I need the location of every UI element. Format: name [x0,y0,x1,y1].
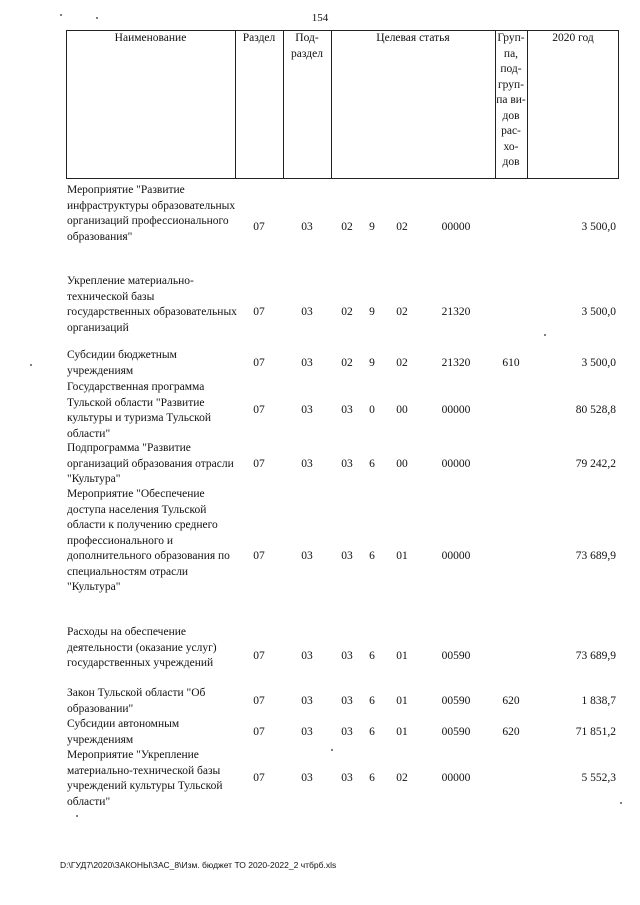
row-t2-cell: 6 [369,772,375,784]
row-name: Подпрограмма "Развитие организаций образования отрасли "Культура" [67,442,234,485]
row-name: Укрепление материально-технической базы государственных образовательных организаций [67,275,237,334]
row-section-cell: 07 [253,695,265,707]
row-section-cell: 07 [253,306,265,318]
row-t2-cell: 6 [369,695,375,707]
row-group-cell: 620 [502,695,520,707]
row-t1-cell: 03 [341,772,353,784]
row-section-cell: 07 [253,404,265,416]
row-t1-cell: 03 [341,650,353,662]
row-t3-cell: 01 [396,550,408,562]
page-number: 154 [311,12,329,24]
row-t4-cell: 00000 [441,772,471,784]
scan-speck [30,364,32,366]
row-t1-cell: 03 [341,404,353,416]
row-t2-cell: 6 [369,726,375,738]
row-name: Закон Тульской области "Об образовании" [67,687,206,715]
row-subsection-cell: 03 [301,357,313,369]
row-t4-cell: 00590 [441,695,471,707]
row-section-cell: 07 [253,357,265,369]
header-name: Наименование [114,32,187,44]
row-t4-cell: 00000 [441,550,471,562]
row-t1-cell: 03 [341,550,353,562]
row-t3-cell: 01 [396,695,408,707]
row-name: Мероприятие "Укрепление материально-технической базы учреждений культуры Тульской области" [67,749,223,808]
header-divider [235,30,236,179]
header-divider [331,30,332,179]
row-t4-cell: 00590 [441,650,471,662]
row-section-cell: 07 [253,772,265,784]
row-value-cell: 80 528,8 [575,404,616,416]
row-value-cell: 5 552,3 [581,772,616,784]
scan-speck [620,802,622,804]
row-t4-cell: 00000 [441,458,471,470]
row-section-cell: 07 [253,550,265,562]
row-value-cell: 3 500,0 [581,221,616,233]
row-t1-cell: 02 [341,306,353,318]
header-subsection: Под- раздел [291,32,323,60]
row-subsection-cell: 03 [301,404,313,416]
row-name: Субсидии автономным учреждениям [67,718,180,746]
row-subsection-cell: 03 [301,772,313,784]
row-t4-cell: 00590 [441,726,471,738]
row-name: Субсидии бюджетным учреждениям [67,349,177,377]
table-header [66,30,619,179]
header-target: Целевая статья [376,32,450,44]
row-section-cell: 07 [253,650,265,662]
row-t1-cell: 03 [341,695,353,707]
row-section-cell: 07 [253,221,265,233]
row-t3-cell: 01 [396,650,408,662]
row-t3-cell: 01 [396,726,408,738]
scan-speck [96,17,98,19]
header-divider [527,30,528,179]
row-section-cell: 07 [253,458,265,470]
scan-speck [76,815,78,817]
row-t2-cell: 9 [369,357,375,369]
row-t2-cell: 0 [369,404,375,416]
row-t4-cell: 21320 [441,306,471,318]
scan-speck [331,749,333,751]
row-group-cell: 620 [502,726,520,738]
row-t4-cell: 00000 [441,221,471,233]
row-subsection-cell: 03 [301,726,313,738]
header-year: 2020 год [552,32,594,44]
row-t1-cell: 03 [341,726,353,738]
row-name: Мероприятие "Развитие инфраструктуры образовательных организаций профессионального образования" [67,184,236,243]
row-value-cell: 79 242,2 [575,458,616,470]
row-subsection-cell: 03 [301,306,313,318]
row-t3-cell: 02 [396,221,408,233]
row-t2-cell: 9 [369,306,375,318]
row-value-cell: 3 500,0 [581,357,616,369]
row-t3-cell: 02 [396,772,408,784]
row-t2-cell: 6 [369,650,375,662]
row-t4-cell: 00000 [441,404,471,416]
row-t1-cell: 03 [341,458,353,470]
row-subsection-cell: 03 [301,650,313,662]
row-t4-cell: 21320 [441,357,471,369]
row-subsection-cell: 03 [301,695,313,707]
row-t2-cell: 9 [369,221,375,233]
row-t3-cell: 02 [396,357,408,369]
row-t2-cell: 6 [369,458,375,470]
scan-speck [544,334,546,336]
row-t2-cell: 6 [369,550,375,562]
row-value-cell: 73 689,9 [575,550,616,562]
row-subsection-cell: 03 [301,221,313,233]
row-t3-cell: 00 [396,404,408,416]
header-section: Раздел [242,32,276,44]
row-value-cell: 3 500,0 [581,306,616,318]
row-value-cell: 1 838,7 [581,695,616,707]
row-value-cell: 71 851,2 [575,726,616,738]
row-group-cell: 610 [502,357,520,369]
scan-speck [60,14,62,16]
row-section-cell: 07 [253,726,265,738]
file-path-footer: D:\ГУД7\2020\ЗАКОНЫ\ЗАС_8\Изм. бюджет ТО 2020-2022_2 чтбрб.xls [60,860,337,870]
header-group: Груп- па, под- груп- па ви- дов рас- хо- дов [496,32,526,168]
row-subsection-cell: 03 [301,550,313,562]
row-t3-cell: 02 [396,306,408,318]
row-name: Мероприятие "Обеспечение доступа населения Тульской области к получению среднего профессионального и дополнительного образования по специальностям отрасли "Культура" [67,488,230,593]
row-t1-cell: 02 [341,221,353,233]
row-name: Государственная программа Тульской области "Развитие культуры и туризма Тульской области" [67,381,211,440]
row-t1-cell: 02 [341,357,353,369]
row-name: Расходы на обеспечение деятельности (оказание услуг) государственных учреждений [67,626,217,669]
row-subsection-cell: 03 [301,458,313,470]
row-t3-cell: 00 [396,458,408,470]
row-value-cell: 73 689,9 [575,650,616,662]
